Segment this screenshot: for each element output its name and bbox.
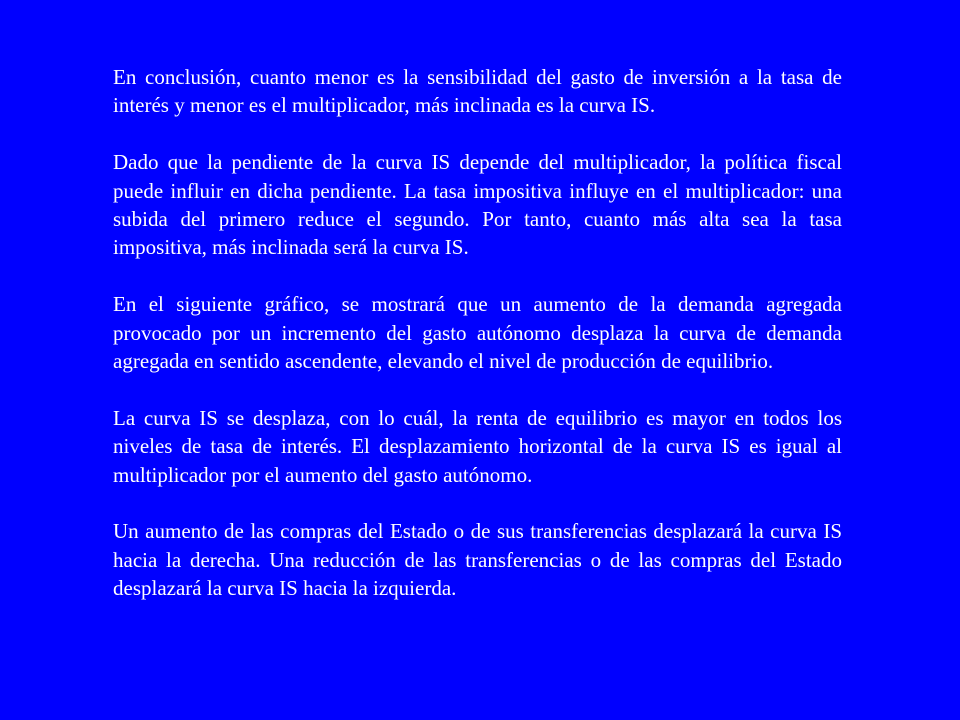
paragraph-government-purchases: Un aumento de las compras del Estado o de sus transferencias desplazará la curva IS hacia la derecha. Una reducción de las transferencias o de las compras del Estado desplazará la curva IS hacia la izquierda. (113, 519, 842, 601)
slide-text-body (113, 63, 842, 603)
paragraph-aggregate-demand-shift: En el siguiente gráfico, se mostrará que un aumento de la demanda agregada provocado por un incremento del gasto autónomo desplaza la curva de demanda agregada en sentido ascendente, elevando el nivel de producción de equilibrio. (113, 292, 842, 374)
paragraph-is-slope-conclusion: En conclusión, cuanto menor es la sensibilidad del gasto de inversión a la tasa de interés y menor es el multiplicador, más inclinada es la curva IS. (113, 65, 842, 118)
paragraph-fiscal-policy-slope: Dado que la pendiente de la curva IS depende del multiplicador, la política fiscal puede influir en dicha pendiente. La tasa impositiva influye en el multiplicador: una subida del primero reduce el segundo. Por tanto, cuanto más alta sea la tasa impositiva, más inclinada será la curva IS. (113, 150, 842, 260)
paragraph-is-curve-shift: La curva IS se desplaza, con lo cuál, la renta de equilibrio es mayor en todos los niveles de tasa de interés. El desplazamiento horizontal de la curva IS es igual al multiplicador por el aumento del gasto autónomo. (113, 405, 842, 487)
